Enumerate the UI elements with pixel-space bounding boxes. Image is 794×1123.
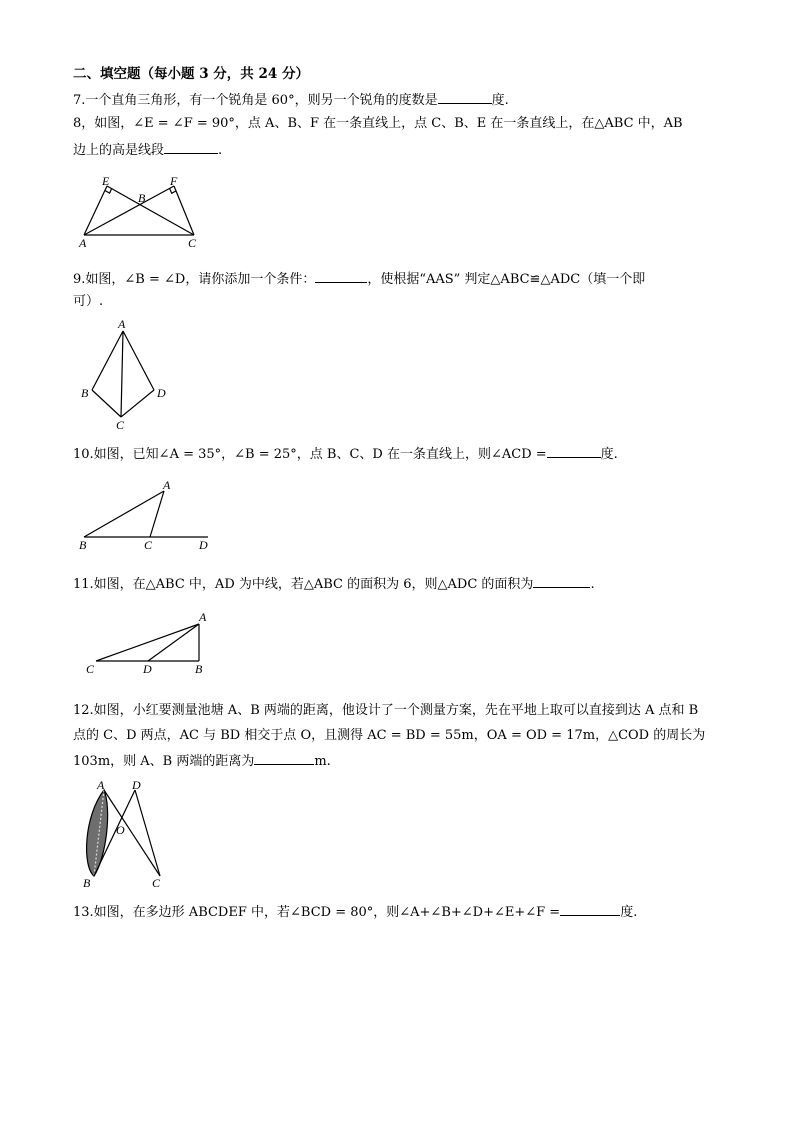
question-10-unit: 度.: [600, 447, 618, 462]
question-12-line-2: 点的 C、D 两点，AC 与 BD 相交于点 O，且测得 AC = BD = 55m，OA = OD = 17m，△COD 的周长为: [73, 728, 706, 743]
figure-q10: [76, 476, 216, 554]
question-9-text: 9.如图，∠B = ∠D，请你添加一个条件：: [73, 272, 316, 287]
segment-EC: [107, 186, 194, 235]
segment-AE: [84, 186, 107, 235]
label-A: A: [163, 478, 171, 492]
answer-blank-13[interactable]: [560, 903, 620, 916]
figure-q8: [76, 174, 206, 250]
label-B: B: [81, 386, 89, 400]
answer-blank-11[interactable]: [533, 575, 590, 588]
answer-blank-9[interactable]: [315, 270, 367, 283]
question-12-text: 103m，则 A、B 两端的距离为: [73, 754, 255, 769]
label-C: C: [86, 662, 95, 676]
answer-blank-10[interactable]: [547, 445, 601, 458]
segment-AC: [121, 331, 123, 417]
question-12-line-1: 12.如图，小红要测量池塘 A、B 两端的距离，他设计了一个测量方案，先在平地上取可以直接到达 A 点和 B: [73, 703, 699, 718]
label-A: A: [199, 610, 207, 624]
label-D: D: [132, 778, 141, 792]
question-10-text: 10.如图，已知∠A = 35°，∠B = 25°，点 B、C、D 在一条直线上，则∠ACD =: [73, 447, 547, 462]
label-O: O: [116, 823, 125, 837]
segment-CA: [96, 624, 199, 661]
label-E: E: [102, 174, 110, 188]
figure-q9: [78, 318, 168, 430]
question-11-end: .: [590, 577, 595, 592]
question-13: [73, 903, 637, 921]
label-C: C: [144, 538, 153, 552]
label-D: D: [199, 538, 208, 552]
label-A: A: [118, 317, 126, 331]
label-B: B: [195, 662, 203, 676]
segment-FC: [174, 186, 194, 235]
question-12-unit: m.: [314, 754, 331, 769]
segment-BC: [92, 390, 121, 417]
figure-q11: [82, 606, 218, 680]
label-C: C: [188, 236, 197, 250]
segment-DC: [135, 790, 160, 876]
segment-AC: [104, 790, 160, 876]
question-8-line-1: 8，如图，∠E = ∠F = 90°，点 A、B、F 在一条直线上，点 C、B、E 在一条直线上，在△ABC 中，AB: [73, 116, 683, 131]
question-7: [73, 91, 509, 109]
segment-AB: [92, 331, 123, 390]
label-B: B: [138, 191, 146, 205]
label-A: A: [97, 778, 105, 792]
answer-blank-8[interactable]: [164, 141, 218, 154]
question-11-text: 11.如图，在△ABC 中，AD 为中线，若△ABC 的面积为 6，则△ADC 的面积为: [73, 577, 534, 592]
question-10: [73, 445, 618, 463]
label-A: A: [79, 236, 87, 250]
question-13-text: 13.如图，在多边形 ABCDEF 中，若∠BCD = 80°，则∠A+∠B+∠D+∠E+∠F =: [73, 905, 561, 920]
label-C: C: [152, 876, 161, 890]
label-D: D: [157, 386, 166, 400]
label-F: F: [170, 174, 178, 188]
answer-blank-7[interactable]: [438, 91, 492, 104]
question-8-text: 边上的高是线段: [73, 143, 165, 158]
figure-q12: [76, 776, 176, 892]
question-9-text-cont: ，使根据“AAS” 判定△ABC≌△ADC（填一个即: [367, 272, 646, 287]
label-D: D: [143, 662, 152, 676]
segment-AD: [148, 624, 199, 661]
answer-blank-12[interactable]: [254, 752, 314, 765]
label-C: C: [116, 418, 125, 432]
segment-DC: [121, 390, 154, 417]
segment-AD: [123, 331, 154, 390]
question-9-line-2: 可）.: [73, 294, 104, 309]
label-B: B: [83, 876, 91, 890]
question-9-line-1: [73, 270, 645, 288]
segment-AF: [84, 186, 174, 235]
question-11: [73, 575, 595, 593]
question-7-text: 7.一个直角三角形，有一个锐角是 60°，则另一个锐角的度数是: [73, 93, 438, 108]
question-8-line-2: [73, 141, 222, 159]
question-13-unit: 度.: [620, 905, 638, 920]
question-12-line-3: [73, 752, 331, 770]
pond-shape: [87, 790, 108, 876]
question-7-unit: 度.: [491, 93, 509, 108]
question-8-end: .: [218, 143, 223, 158]
section-title: 二、填空题（每小题 3 分，共 24 分）: [73, 66, 309, 82]
label-B: B: [79, 538, 87, 552]
